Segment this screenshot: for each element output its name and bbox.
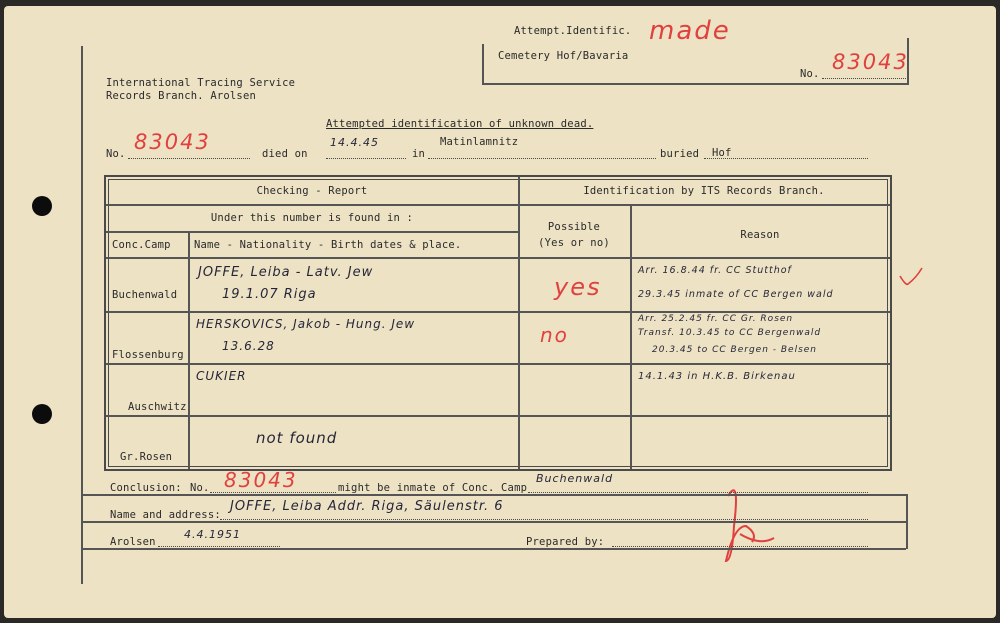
conclusion-no-dots <box>210 492 336 493</box>
row4-camp: Gr.Rosen <box>120 451 173 463</box>
found-in-subheader: Under this number is found in : <box>210 212 414 224</box>
prepared-by-label: Prepared by: <box>526 536 605 548</box>
row2-name-line1: HERSKOVICS, Jakob - Hung. Jew <box>196 317 416 331</box>
row1-name-line1: JOFFE, Leiba - Latv. Jew <box>198 265 374 280</box>
conclusion-no-value: 83043 <box>224 468 298 492</box>
died-date: 14.4.45 <box>330 136 379 149</box>
row1-possible: yes <box>554 273 602 301</box>
conclusion-camp-dots <box>528 492 868 493</box>
checking-report-header: Checking - Report <box>256 185 368 197</box>
buried-label: buried <box>660 148 700 160</box>
header-no-value: 83043 <box>832 50 909 74</box>
document-title: Attempted identification of unknown dead. <box>326 118 594 130</box>
record-no-label: No. <box>106 148 126 160</box>
row2-possible: no <box>540 323 569 347</box>
row2-camp: Flossenburg <box>112 349 184 361</box>
arolsen-label: Arolsen <box>110 536 156 548</box>
row3-reason-line1: 14.1.43 in H.K.B. Birkenau <box>638 371 796 382</box>
name-address-value: JOFFE, Leiba Addr. Riga, Säulenstr. 6 <box>230 499 504 514</box>
in-label: in <box>412 148 426 160</box>
row2-name-line2: 13.6.28 <box>222 339 275 353</box>
examiner-initials-mark <box>726 490 774 561</box>
conclusion-camp: Buchenwald <box>536 472 614 485</box>
conclusion-label: Conclusion: <box>110 482 182 494</box>
row2-reason-line1: Arr. 25.2.45 fr. CC Gr. Rosen <box>638 314 794 324</box>
col-camp-header: Conc.Camp <box>112 239 171 251</box>
row1-camp: Buchenwald <box>112 289 178 301</box>
pencil-marks <box>4 6 996 618</box>
col-possible-header-2: (Yes or no) <box>538 237 610 249</box>
row4-name-line1: not found <box>256 429 338 447</box>
col-reason-header: Reason <box>740 229 780 241</box>
row2-reason-line2: Transf. 10.3.45 to CC Bergenwald <box>638 328 822 338</box>
org-line-1: International Tracing Service <box>106 77 296 89</box>
right-margin-tick <box>900 268 922 284</box>
row3-name-line1: CUKIER <box>196 369 247 383</box>
attempt-result: made <box>649 16 731 46</box>
row1-reason-line2: 29.3.45 inmate of CC Bergen wald <box>638 289 834 300</box>
prepared-by-dots <box>612 546 868 547</box>
footer-right-rule <box>906 494 908 549</box>
identification-header: Identification by ITS Records Branch. <box>583 185 825 197</box>
attempt-label: Attempt.Identific. <box>514 25 632 37</box>
row3-camp: Auschwitz <box>128 401 187 413</box>
col-possible-header-1: Possible <box>547 221 601 233</box>
date-dots <box>158 546 280 547</box>
footer-bottom-rule <box>82 548 906 550</box>
buried-place: Hof <box>712 147 732 159</box>
footer-middle-rule <box>82 521 906 523</box>
name-address-dots <box>220 519 868 520</box>
footer-date: 4.4.1951 <box>184 528 241 541</box>
conclusion-inmate-text: might be inmate of Conc. Camp <box>338 482 528 494</box>
name-address-label: Name and address: <box>110 509 221 521</box>
row1-reason-line1: Arr. 16.8.44 fr. CC Stutthof <box>638 265 792 276</box>
row1-name-line2: 19.1.07 Riga <box>222 287 317 302</box>
death-place: Matinlamnitz <box>440 136 519 148</box>
row2-reason-line3: 20.3.45 to CC Bergen - Belsen <box>652 345 818 355</box>
cemetery-label: Cemetery Hof/Bavaria <box>498 50 629 62</box>
conclusion-no-label: No. <box>190 482 210 494</box>
died-label: died on <box>262 148 308 160</box>
footer-top-rule <box>82 494 906 496</box>
record-no-value: 83043 <box>134 130 211 154</box>
document-card <box>4 6 996 618</box>
header-no-label: No. <box>800 68 820 80</box>
org-line-2: Records Branch. Arolsen <box>106 90 256 102</box>
col-name-header: Name - Nationality - Birth dates & place. <box>194 239 462 251</box>
